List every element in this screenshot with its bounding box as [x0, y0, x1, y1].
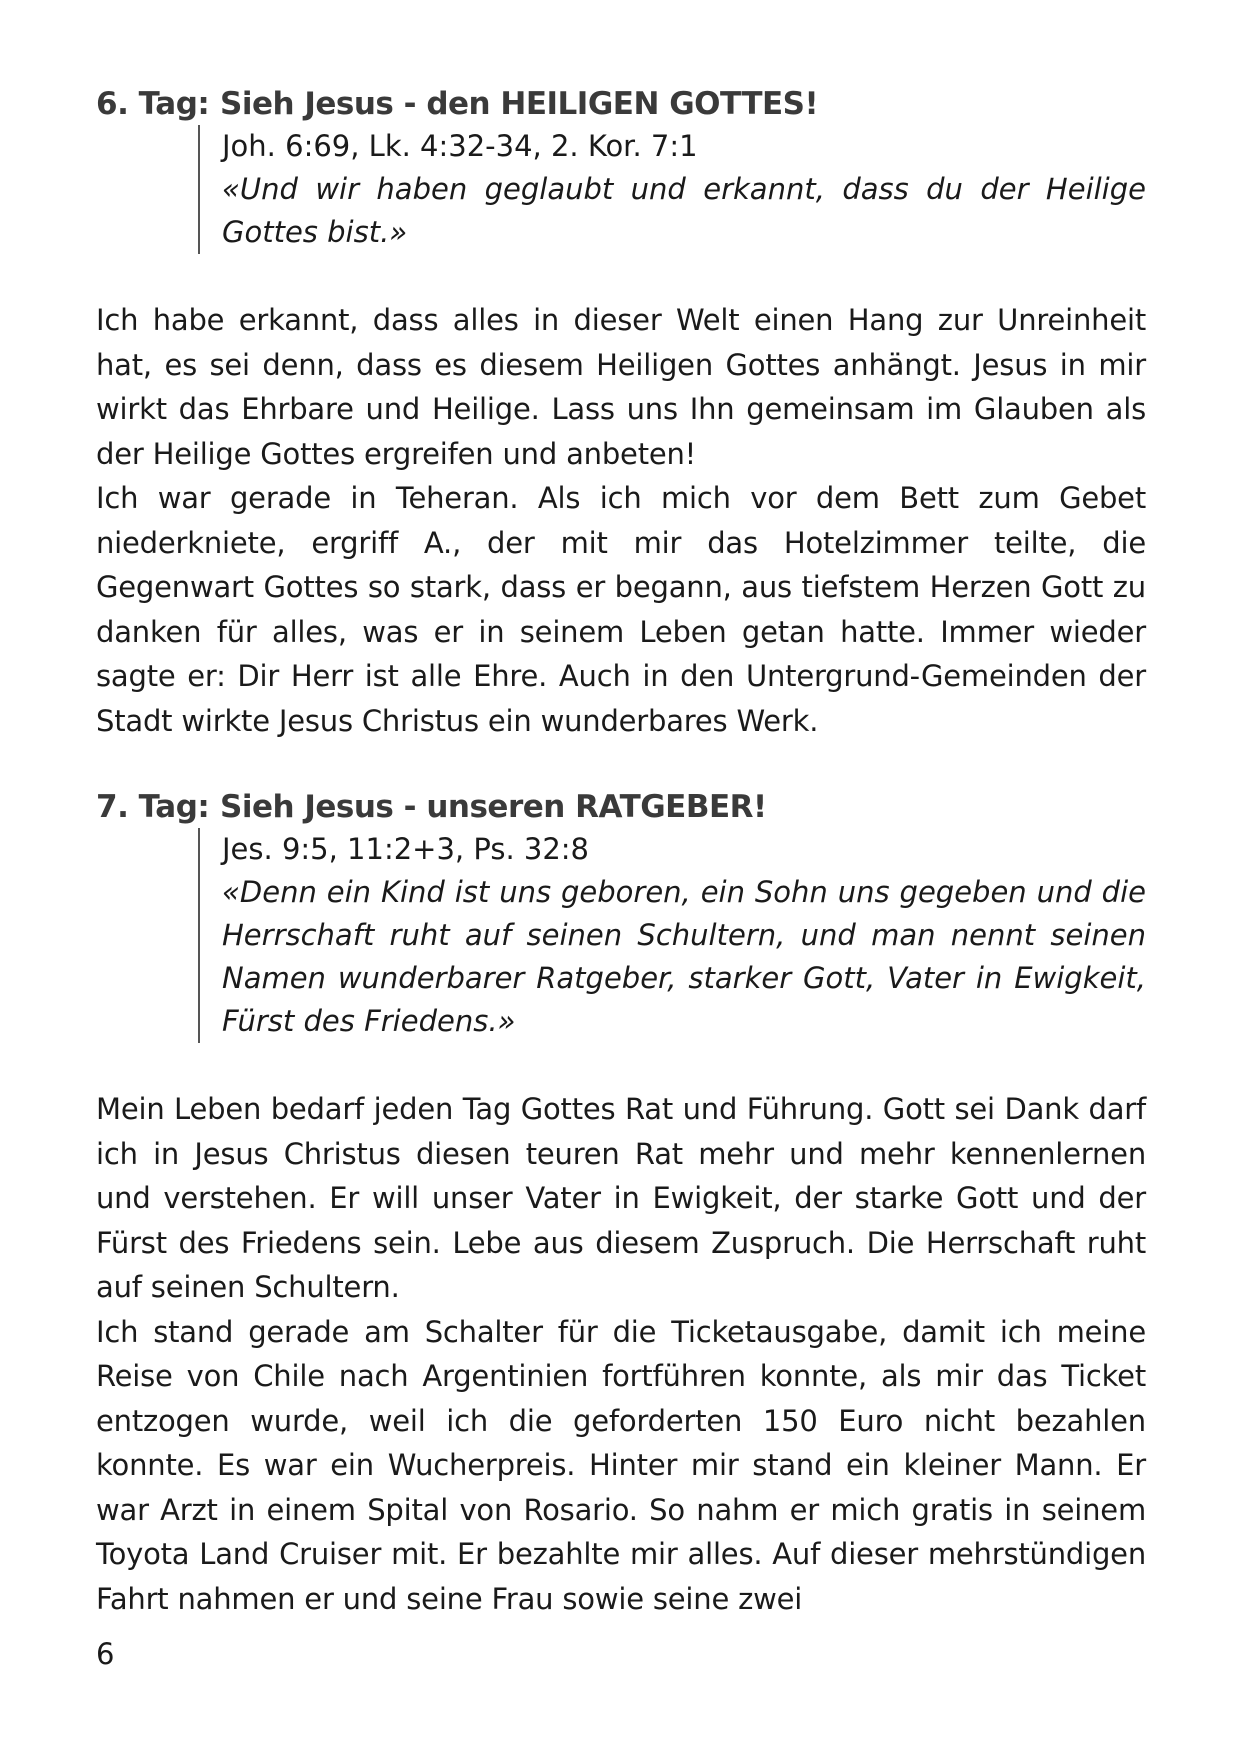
day-7-paragraph-1: Mein Leben bedarf jeden Tag Gottes Rat und Führung. Gott sei Dank darf ich in Jesus Christus diesen teuren Rat mehr und mehr kennenlernen und verstehen. Er will unser Vater in Ewigkeit, der starke Gott und der Fürst des Friedens sein. Lebe aus diesem Zuspruch. Die Herrschaft ruht auf seinen Schultern.: [96, 1092, 1146, 1304]
day-6-scripture-block: [198, 125, 1146, 254]
page-content: [96, 82, 1146, 1621]
day-6-main: [198, 82, 1146, 254]
day-7-scripture-block: [198, 828, 1146, 1043]
day-6-paragraph-1: Ich habe erkannt, dass alles in dieser Welt einen Hang zur Unreinheit hat, es sei denn, dass es diesem Heiligen Gottes anhängt. Jesus in mir wirkt das Ehrbare und Heilige. Lass uns Ihn gemeinsam im Glauben als der Heilige Gottes ergreifen und anbeten!: [96, 303, 1146, 471]
day-6-header: [96, 82, 1146, 254]
page-number: 6: [96, 1637, 115, 1671]
day-7-paragraph-2: Ich stand gerade am Schalter für die Ticketausgabe, damit ich meine Reise von Chile nach Argentinien fortführen konnte, als mir das Ticket entzogen wurde, weil ich die geforderten 150 Euro nicht bezahlen konnte. Es war ein Wucherpreis. Hinter mir stand ein kleiner Mann. Er war Arzt in einem Spital von Rosario. So nahm er mich gratis in seinem Toyota Land Cruiser mit. Er bezahlte mir alles. Auf dieser mehrstündigen Fahrt nahmen er und seine Frau sowie seine zwei: [96, 1314, 1146, 1616]
day-7-bible-references: Jes. 9:5, 11:2+3, Ps. 32:8: [222, 832, 590, 866]
day-7-main: [198, 785, 1146, 1043]
day-7-quote: «Denn ein Kind ist uns geboren, ein Sohn uns gegeben und die Herrschaft ruht auf seinen Schultern, und man nennt seinen Namen wunderbarer Ratgeber, starker Gott, Vater in Ewigkeit, Fürst des Friedens.»: [222, 875, 1146, 1038]
day-6-paragraph-2: Ich war gerade in Teheran. Als ich mich vor dem Bett zum Gebet niederkniete, ergriff A., der mit mir das Hotelzimmer teilte, die Gegenwart Gottes so stark, dass er begann, aus tiefstem Herzen Gott zu danken für alles, was er in seinem Leben getan hatte. Immer wieder sagte er: Dir Herr ist alle Ehre. Auch in den Untergrund-Gemeinden der Stadt wirkte Jesus Christus ein wunderbares Werk.: [96, 481, 1146, 738]
day-6-title: Sieh Jesus - den HEILIGEN GOTTES!: [220, 86, 819, 122]
day-6-quote: «Und wir haben geglaubt und erkannt, dass du der Heilige Gottes bist.»: [222, 172, 1146, 249]
day-7-header: [96, 785, 1146, 1043]
day-6-label: 6. Tag:: [96, 86, 210, 122]
day-7-label: 7. Tag:: [96, 789, 210, 825]
day-7-title: Sieh Jesus - unseren RATGEBER!: [220, 789, 767, 825]
day-6-bible-references: Joh. 6:69, Lk. 4:32-34, 2. Kor. 7:1: [222, 129, 698, 163]
